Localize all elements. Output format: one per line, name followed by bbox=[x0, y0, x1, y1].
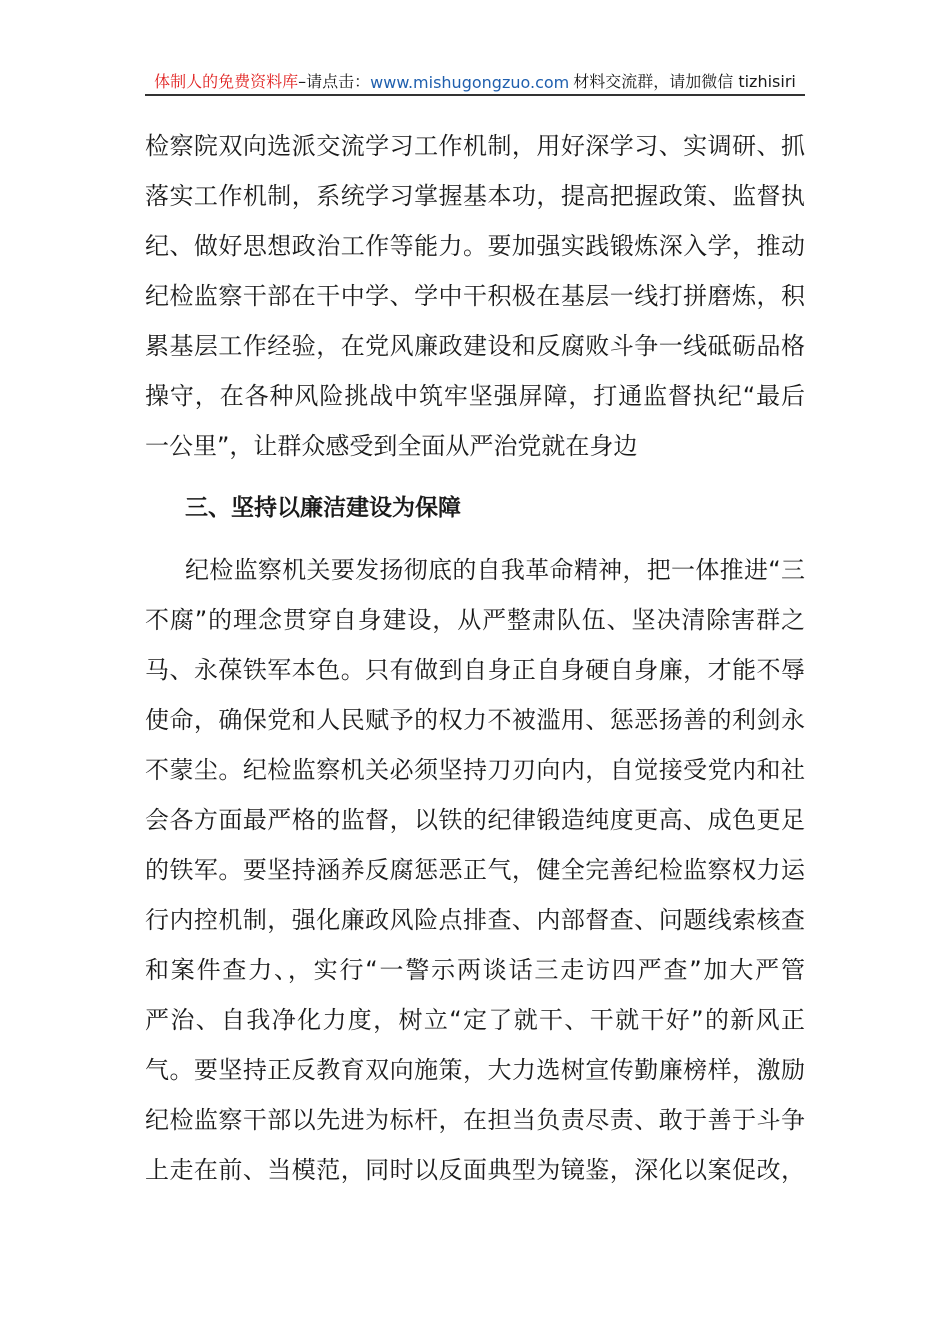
text-line: 和案件查力、，实行“一警示两谈话三走访四严查”加大严管 bbox=[145, 956, 805, 984]
text-line: 不腐”的理念贯穿自身建设，从严整肃队伍、坚决清除害群之 bbox=[145, 606, 805, 634]
section-heading: 三、坚持以廉洁建设为保障 bbox=[185, 495, 461, 521]
text-line: 检察院双向选派交流学习工作机制，用好深学习、实调研、抓 bbox=[145, 132, 805, 160]
text-line: 行内控机制，强化廉政风险点排查、内部督查、问题线索核查 bbox=[145, 906, 805, 934]
header-prompt: –请点击： bbox=[298, 72, 371, 91]
text-line: 会各方面最严格的监督，以铁的纪律锻造纯度更高、成色更足 bbox=[145, 806, 805, 834]
paragraph-2 bbox=[145, 545, 805, 1195]
text-line: 的铁军。要坚持涵养反腐惩恶正气，健全完善纪检监察权力运 bbox=[145, 856, 805, 884]
text-line: 纪检监察干部以先进为标杆，在担当负责尽责、敢于善于斗争 bbox=[145, 1106, 805, 1134]
text-line: 纪检监察机关要发扬彻底的自我革命精神，把一体推进“三 bbox=[185, 556, 805, 584]
header-suffix: 材料交流群，请加微信 tizhisiri bbox=[573, 72, 796, 91]
text-line: 严治、自我净化力度，树立“定了就干、干就干好”的新风正 bbox=[145, 1006, 805, 1034]
text-line: 一公里”，让群众感受到全面从严治党就在身边 bbox=[145, 432, 638, 460]
document-body bbox=[145, 121, 805, 1195]
text-line: 马、永葆铁军本色。只有做到自身正自身硬自身廉，才能不辱 bbox=[145, 656, 805, 684]
text-line: 不蒙尘。纪检监察机关必须坚持刀刃向内，自觉接受党内和社 bbox=[145, 756, 805, 784]
text-line: 上走在前、当模范，同时以反面典型为镜鉴，深化以案促改， bbox=[145, 1156, 805, 1184]
text-line: 纪检监察干部在干中学、学中干积极在基层一线打拼磨炼，积 bbox=[145, 282, 805, 310]
page-header bbox=[145, 70, 805, 96]
text-line: 气。要坚持正反教育双向施策，大力选树宣传勤廉榜样，激励 bbox=[145, 1056, 805, 1084]
header-brand: 体制人的免费资料库 bbox=[154, 72, 299, 91]
paragraph-1 bbox=[145, 121, 805, 471]
text-line: 落实工作机制，系统学习掌握基本功，提高把握政策、监督执 bbox=[145, 182, 805, 210]
text-line: 使命，确保党和人民赋予的权力不被滥用、惩恶扬善的利剑永 bbox=[145, 706, 805, 734]
text-line: 纪、做好思想政治工作等能力。要加强实践锻炼深入学，推动 bbox=[145, 232, 805, 260]
text-line: 累基层工作经验，在党风廉政建设和反腐败斗争一线砥砺品格 bbox=[145, 332, 805, 360]
header-url-link[interactable]: www.mishugongzuo.com bbox=[370, 73, 570, 92]
text-line: 操守，在各种风险挑战中筑牢坚强屏障，打通监督执纪“最后 bbox=[145, 382, 805, 410]
